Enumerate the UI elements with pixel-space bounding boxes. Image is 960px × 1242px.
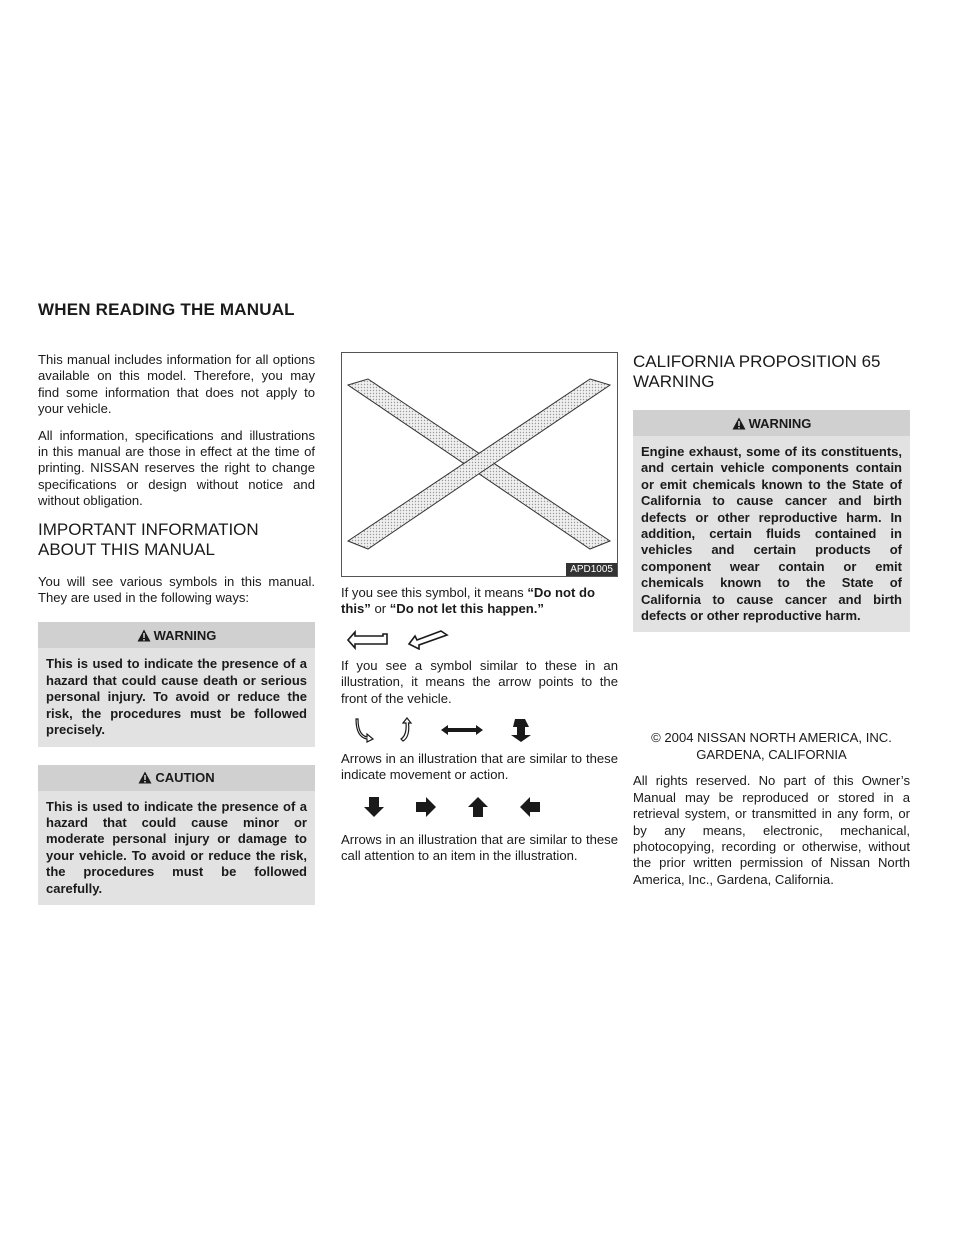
section-title: WHEN READING THE MANUAL xyxy=(38,300,295,319)
copyright-line-1: © 2004 NISSAN NORTH AMERICA, INC. xyxy=(651,730,892,746)
intro-paragraph-1: This manual includes information for all options available on this model. Therefore, you may find some information that does not apply to your vehicle. xyxy=(38,352,315,417)
movement-arrow-icon xyxy=(439,721,485,739)
do-not-happen-quote: “Do not let this happen.” xyxy=(389,601,544,617)
attention-arrow-icon xyxy=(415,796,437,818)
column-left xyxy=(38,352,315,923)
column-right xyxy=(633,352,910,898)
rights-paragraph: All rights reserved. No part of this Owner’s Manual may be reproduced or stored in a retrieval system, or transmitted in any form, or by any means, electronic, mechanical, photocopying, recording or otherwise, without the prior written permission of Nissan North America, Inc., Gardena, California. xyxy=(633,773,910,887)
illustration-code: APD1005 xyxy=(566,563,617,576)
movement-arrow-icon xyxy=(397,717,417,743)
warning-triangle-icon xyxy=(138,771,152,784)
column-middle xyxy=(341,352,618,875)
important-info-heading: IMPORTANT INFORMATION ABOUT THIS MANUAL xyxy=(38,519,259,559)
movement-arrow-row xyxy=(355,717,618,743)
attention-arrow-row xyxy=(363,796,618,818)
attention-paragraph: Arrows in an illustration that are similar to these call attention to an item in the illustration. xyxy=(341,831,618,864)
attention-arrow-icon xyxy=(467,796,489,818)
prop65-warning-label: WARNING xyxy=(748,415,812,431)
caution-header xyxy=(38,765,315,791)
prop65-heading: CALIFORNIA PROPOSITION 65 WARNING xyxy=(633,352,881,391)
prop65-warning-callout xyxy=(633,410,910,632)
caution-label: CAUTION xyxy=(155,770,215,785)
attention-arrow-icon xyxy=(363,796,385,818)
intro-paragraph-2: All information, specifications and illustrations in this manual are those in effect at the time of printing. NISSAN reserves the right to change specifications or design without notice and without obligation. xyxy=(38,427,315,509)
warning-header xyxy=(38,622,315,648)
warning-text: This is used to indicate the presence of a hazard that could cause death or serious personal injury. To avoid or reduce the risk, the procedures must be followed precisely. xyxy=(46,656,307,738)
front-arrow-icon xyxy=(405,628,449,650)
caution-callout xyxy=(38,765,315,905)
do-not-paragraph xyxy=(341,585,618,618)
movement-arrow-icon xyxy=(355,717,375,743)
front-arrow-icon xyxy=(347,628,391,650)
prop65-warning-text: Engine exhaust, some of its constituents, and certain vehicle components contain or emit chemicals known to the State of California to cause cancer and birth defects or other reproductive harm. In addition, certain fluids contained in vehicles and certain products of component wear contain or emit chemicals known to the State of California to cause cancer and birth defects or other reproductive harm. xyxy=(641,444,902,624)
cross-icon xyxy=(342,353,617,576)
warning-callout xyxy=(38,622,315,746)
attention-arrow-icon xyxy=(519,796,541,818)
front-arrow-row xyxy=(347,628,618,650)
warning-triangle-icon xyxy=(732,417,746,430)
do-not-prefix: If you see this symbol, it means xyxy=(341,585,528,600)
warning-label: WARNING xyxy=(153,627,217,643)
caution-text: This is used to indicate the presence of a hazard that could cause minor or moderate personal injury or damage to your vehicle. To avoid or reduce the risk, the procedures must be followed carefully. xyxy=(46,798,307,896)
do-not-or: or xyxy=(370,601,390,617)
front-paragraph: If you see a symbol similar to these in an illustration, it means the arrow points to the front of the vehicle. xyxy=(341,657,618,706)
movement-paragraph: Arrows in an illustration that are similar to these indicate movement or action. xyxy=(341,751,618,783)
copyright-line-2: GARDENA, CALIFORNIA xyxy=(696,746,847,762)
prop65-warning-header xyxy=(633,410,910,436)
symbols-paragraph: You will see various symbols in this manual. They are used in the following ways: xyxy=(38,573,315,606)
warning-triangle-icon xyxy=(137,629,151,642)
movement-arrow-icon xyxy=(507,717,533,743)
copyright-block xyxy=(633,730,910,763)
do-not-illustration xyxy=(341,352,618,577)
do-not-this-quote: “Do not do this” xyxy=(341,585,595,617)
